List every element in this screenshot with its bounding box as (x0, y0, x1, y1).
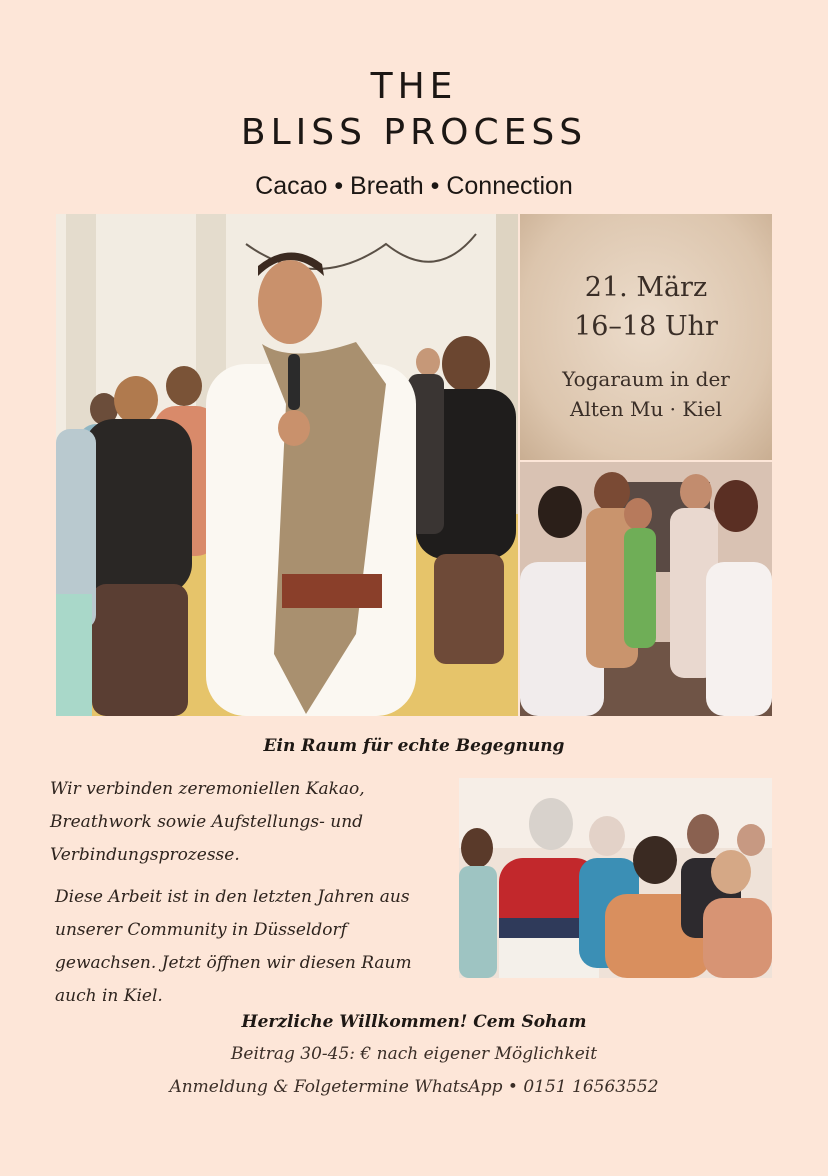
title-line-2: BLISS PROCESS (240, 112, 588, 153)
event-date: 21. März (584, 272, 708, 303)
title-line-1: THE (370, 66, 458, 107)
description-paragraph-2 (55, 881, 455, 1013)
paragraph-2-line: gewachsen. Jetzt öffnen wir diesen Raum (55, 953, 412, 973)
subtitle: Cacao • Breath • Connection (255, 172, 573, 200)
event-info-panel (520, 214, 772, 460)
paragraph-2-line: unserer Community in Düsseldorf (55, 920, 347, 940)
paragraph-2-line: Diese Arbeit ist in den letzten Jahren aus (55, 887, 410, 907)
main-photo-facilitator (56, 214, 518, 716)
paragraph-1-line: Verbindungsprozesse. (50, 845, 240, 865)
paragraph-1-line: Breathwork sowie Aufstellungs- und (50, 812, 364, 832)
event-time: 16–18 Uhr (574, 311, 718, 342)
paragraph-1-line: Wir verbinden zeremoniellen Kakao, (50, 779, 365, 799)
description-paragraph-1 (50, 773, 450, 872)
contact-info: Anmeldung & Folgetermine WhatsApp • 0151 16563552 (169, 1077, 659, 1097)
event-venue-line-1: Yogaraum in der (562, 367, 730, 391)
paragraph-2-line: auch in Kiel. (55, 986, 163, 1006)
event-venue-line-2: Alten Mu · Kiel (570, 397, 722, 421)
tagline: Ein Raum für echte Begegnung (263, 736, 565, 756)
welcome-signature: Herzliche Willkommen! Cem Soham (241, 1012, 587, 1032)
fee-info: Beitrag 30-45: € nach eigener Möglichkeit (230, 1044, 598, 1064)
circle-embrace-photo (459, 778, 772, 978)
group-photo (520, 462, 772, 716)
